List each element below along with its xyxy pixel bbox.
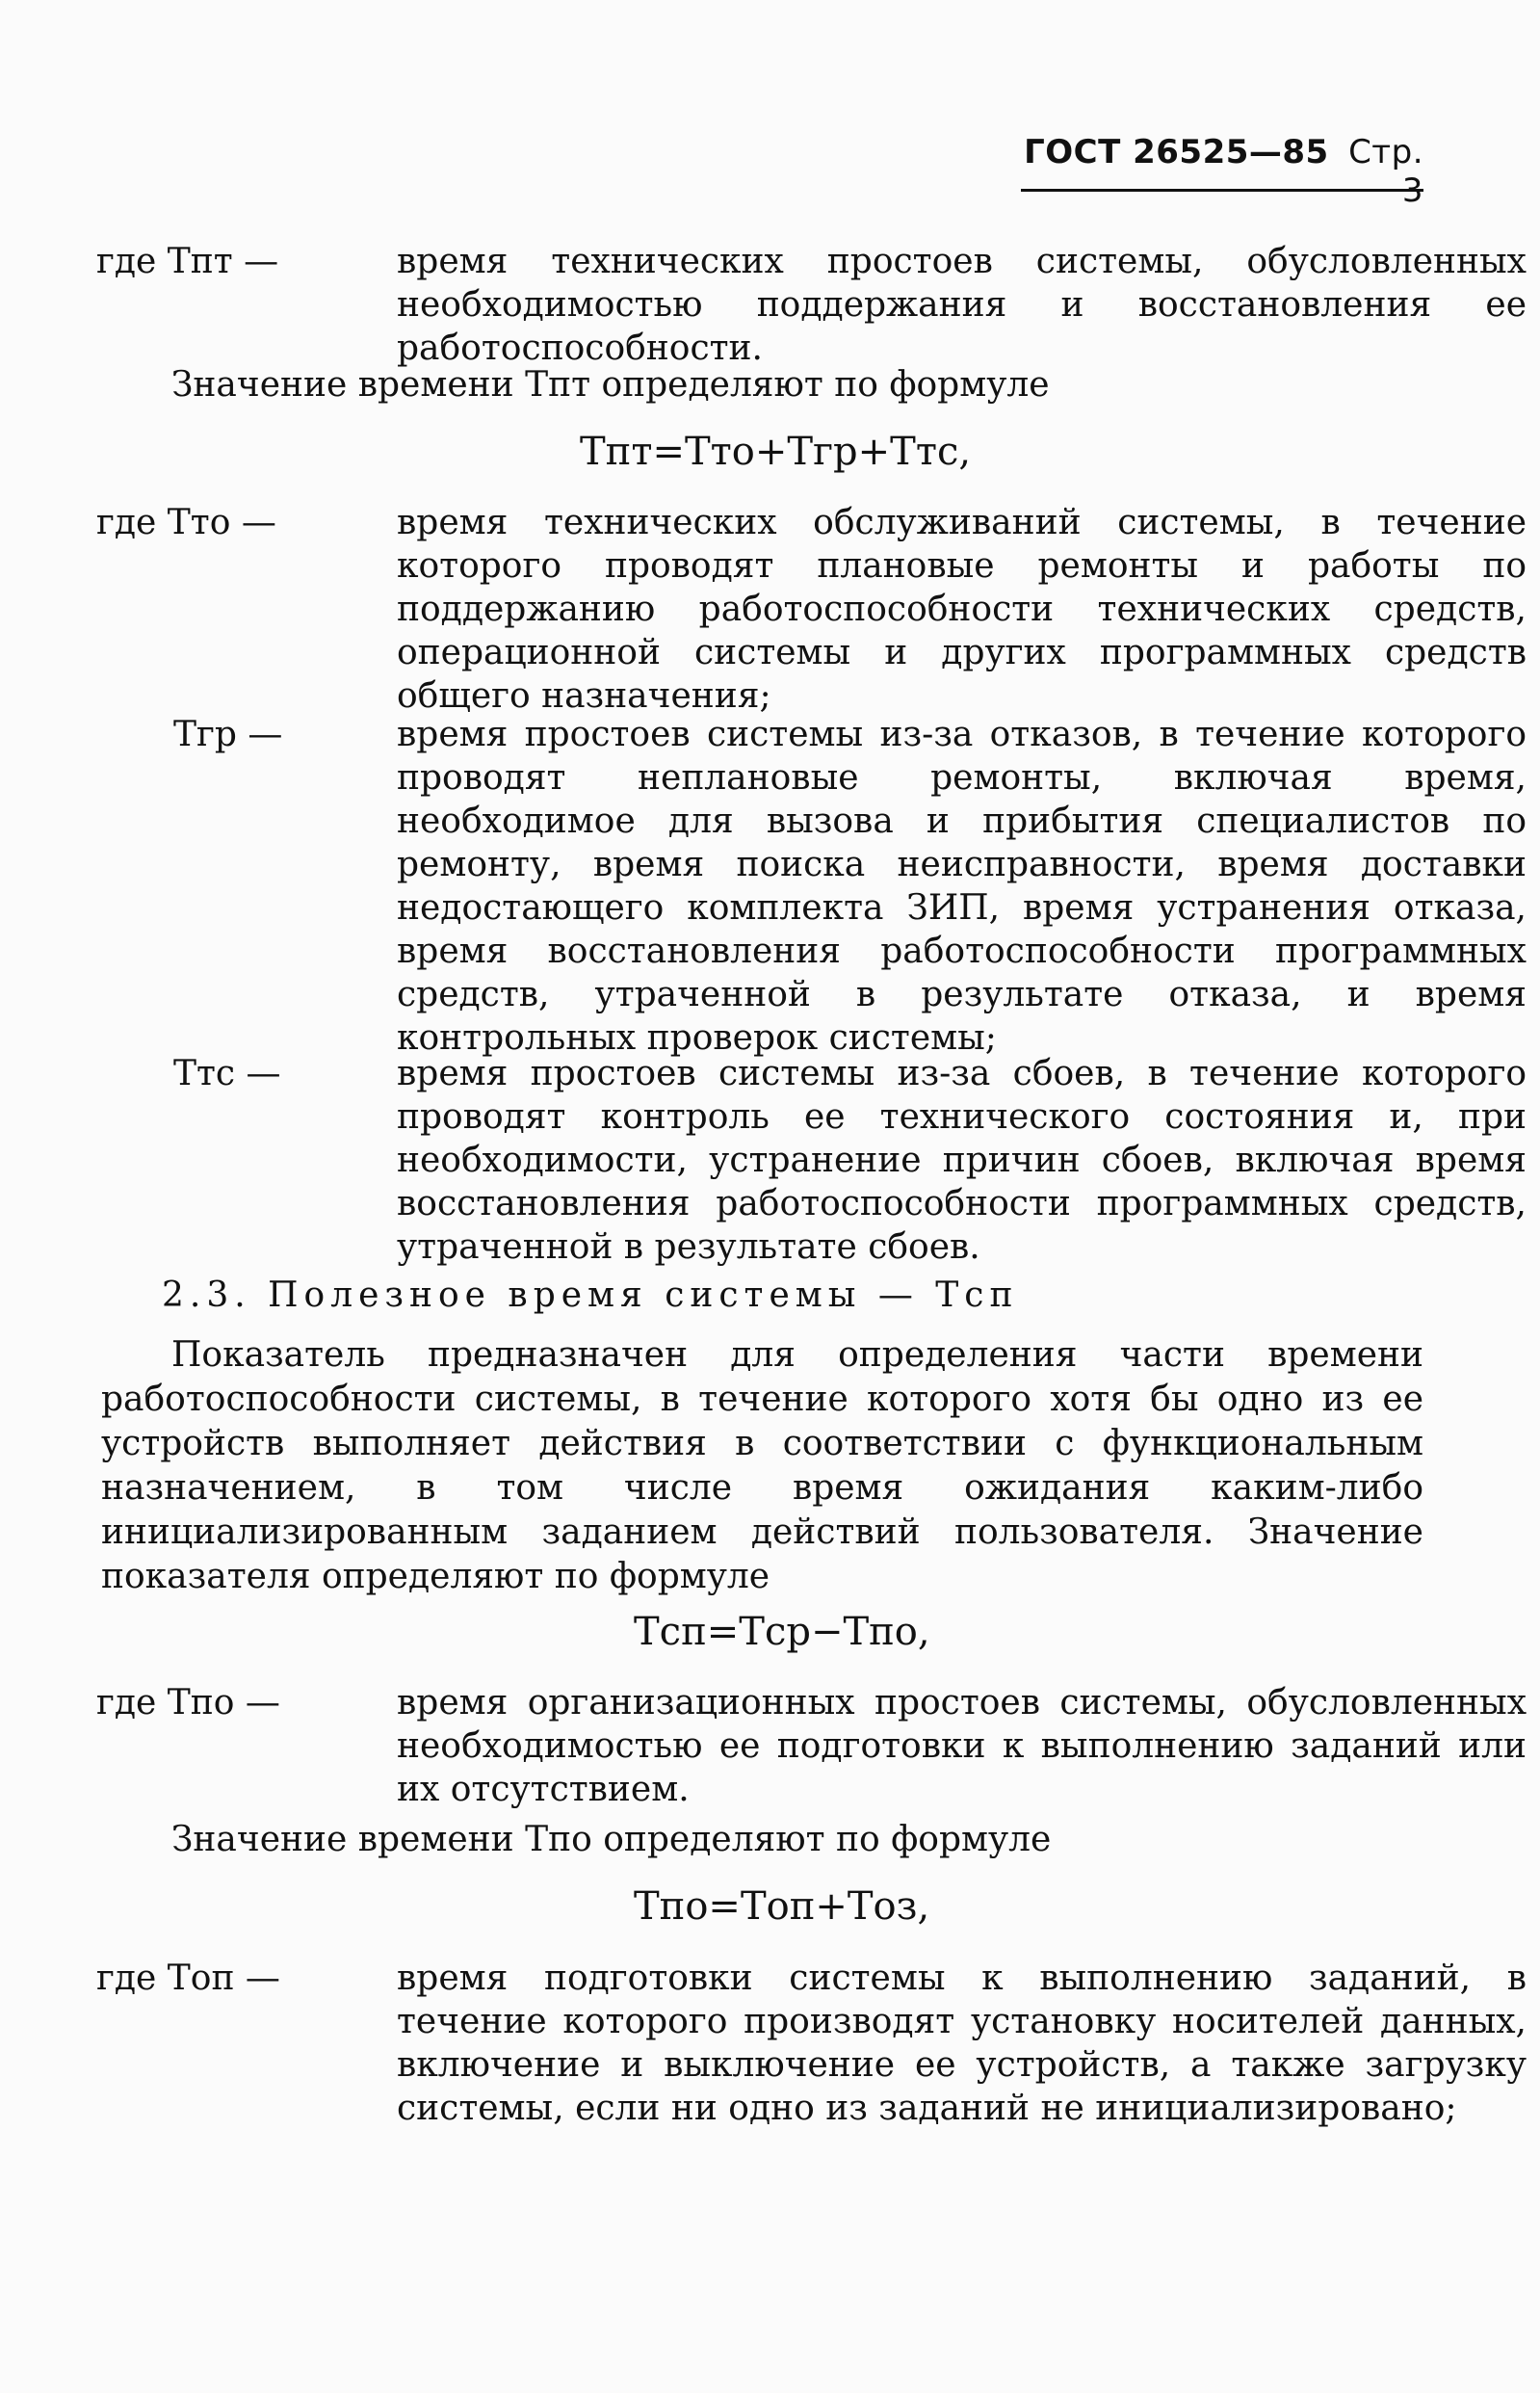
definition-label: Тгр — <box>173 715 283 754</box>
definition-label: где Тто — <box>96 503 276 542</box>
definition-label: Ттс — <box>173 1054 281 1093</box>
definition-tgr <box>96 713 1527 1060</box>
definition-text: время технических простоев системы, обусловленных необходимостью поддержания и восстановления ее работоспособности. <box>397 242 1527 368</box>
formula-tpt: Тпт=Тто+Тгр+Ттс, <box>580 430 972 474</box>
formula-tsp: Тсп=Тср−Тпо, <box>634 1610 930 1654</box>
formula-tpo: Тпо=Топ+Тоз, <box>634 1884 930 1929</box>
standard-id: ГОСТ 26525—85 <box>1024 133 1329 171</box>
definition-tpo <box>96 1681 1527 1811</box>
definition-text: время простоев системы из-за отказов, в течение которого проводят неплановые ремонты, включая время, необходимое для вызова и прибытия специалистов по ремонту, время поиска неисправности, время доставки недостающего комплекта ЗИП, время устранения отказа, время восстановления работоспособности программных средств, утраченной в результате отказа, и время контрольных проверок системы; <box>397 715 1527 1058</box>
formula-intro-tpt: Значение времени Тпт определяют по формуле <box>171 365 1050 405</box>
definition-ttc <box>96 1052 1527 1269</box>
definition-top <box>96 1957 1527 2130</box>
definition-tto <box>96 501 1527 718</box>
definition-label: где Тпо — <box>96 1683 280 1722</box>
definition-text: время организационных простоев системы, обусловленных необходимостью ее подготовки к выполнению заданий или их отсутствием. <box>397 1683 1527 1809</box>
definition-text: время технических обслуживаний системы, в течение которого проводят плановые ремонты и работы по поддержанию работоспособности технических средств, операционной системы и других программных средств общего назначения; <box>397 503 1527 716</box>
section-paragraph: Показатель предназначен для определения части времени работоспособности системы, в течение которого хотя бы одно из ее устройств выполняет действия в соответствии с функциональным назначением, в том числе время ожидания каким-либо инициализированным заданием действий пользователя. Значение показателя определяют по формуле <box>101 1335 1423 1596</box>
definition-text: время подготовки системы к выполнению заданий, в течение которого производят установку носителей данных, включение и выключение ее устройств, а также загрузку системы, если ни одно из заданий не инициализировано; <box>397 1959 1527 2128</box>
definition-text: время простоев системы из-за сбоев, в течение которого проводят контроль ее технического состояния и, при необходимости, устранение причин сбоев, включая время восстановления работоспособности программных средств, утраченной в результате сбоев. <box>397 1054 1527 1267</box>
page-number: Стр. 3 <box>1348 133 1423 210</box>
definition-tpt <box>96 240 1527 370</box>
definition-label: где Топ — <box>96 1959 280 1998</box>
section-heading: 2.3. Полезное время системы — Тсп <box>162 1275 1019 1315</box>
definition-label: где Тпт — <box>96 242 279 281</box>
page-header <box>1021 133 1423 210</box>
formula-intro-tpo: Значение времени Тпо определяют по формуле <box>171 1820 1052 1859</box>
